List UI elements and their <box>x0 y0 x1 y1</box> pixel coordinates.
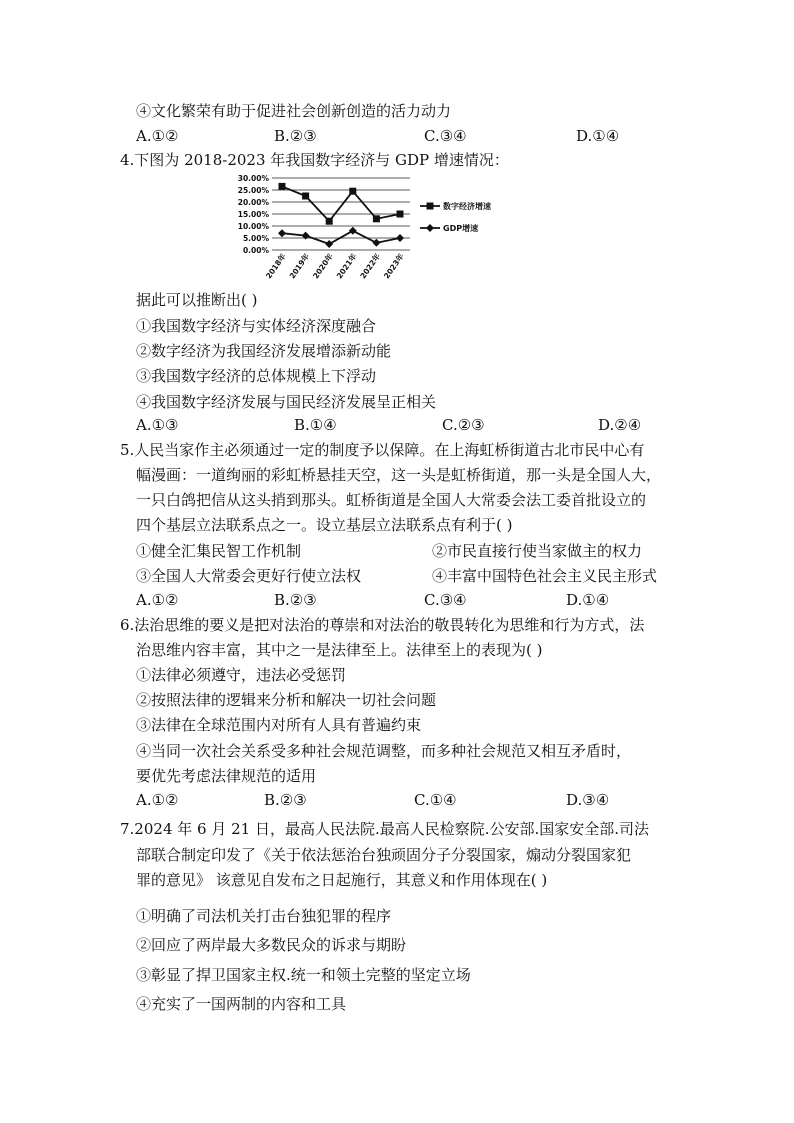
q5-choice-c[interactable]: C.③④ <box>424 591 467 609</box>
q5-choice-a[interactable]: A.①② <box>136 591 179 609</box>
q4-choice-c[interactable]: C.②③ <box>442 416 485 434</box>
q5-line-2: 幅漫画：一道绚丽的彩虹桥悬挂天空，这一头是虹桥街道，那一头是全国人大， <box>136 466 662 484</box>
q7-item-1: ①明确了司法机关打击台独犯罪的程序 <box>136 907 392 925</box>
q5-choice-b[interactable]: B.②③ <box>274 591 317 609</box>
chart-point-square <box>349 188 356 195</box>
chart-point-diamond <box>278 229 286 237</box>
q5-line-1: 5.人民当家作主必须通过一定的制度予以保障。在上海虹桥街道古北市民中心有 <box>120 441 645 459</box>
chart-x-tick-label: 2019年 <box>287 251 312 281</box>
q5-choice-d[interactable]: D.①④ <box>566 591 610 609</box>
q5-choices <box>136 590 696 610</box>
q6-item-2: ②按照法律的逻辑来分析和解决一切社会问题 <box>136 691 437 709</box>
legend-label: GDP增速 <box>443 224 479 233</box>
q4-stem: 据此可以推断出( ) <box>136 291 258 309</box>
chart-point-diamond <box>396 234 404 242</box>
q5-item-2: ②市民直接行使当家做主的权力 <box>432 542 643 560</box>
q4-choice-a[interactable]: A.①③ <box>136 416 179 434</box>
q7-item-3: ③彰显了捍卫国家主权.统一和领土完整的坚定立场 <box>136 966 471 984</box>
q7-line-2: 部联合制定印发了《关于依法惩治台独顽固分子分裂国家，煽动分裂国家犯 <box>136 846 632 864</box>
q4-title: 4.下图为 2018-2023 年我国数字经济与 GDP 增速情况： <box>120 151 509 169</box>
chart-x-tick-label: 2018年 <box>263 251 288 281</box>
q3-choice-a[interactable]: A.①② <box>136 127 179 145</box>
chart-x-tick-label: 2022年 <box>358 251 383 281</box>
q5-item-3: ③全国人大常委会更好行使立法权 <box>136 567 362 585</box>
q4-item-4: ④我国数字经济发展与国民经济发展呈正相关 <box>136 393 437 411</box>
q4-item-1: ①我国数字经济与实体经济深度融合 <box>136 317 377 335</box>
q4-item-3: ③我国数字经济的总体规模上下浮动 <box>136 367 377 385</box>
q3-choice-b[interactable]: B.②③ <box>274 127 317 145</box>
q3-choice-c[interactable]: C.③④ <box>424 127 467 145</box>
q7-item-2: ②回应了两岸最大多数民众的诉求与期盼 <box>136 936 407 954</box>
q6-choice-b[interactable]: B.②③ <box>264 791 307 809</box>
chart-point-square <box>373 215 380 222</box>
chart-x-tick-label: 2023年 <box>381 251 406 281</box>
q5-line-3: 一只白鸽把信从这头捎到那头。虹桥街道是全国人大常委会法工委首批设立的 <box>136 491 647 509</box>
chart-x-tick-label: 2021年 <box>334 251 359 281</box>
q6-choice-c[interactable]: C.①④ <box>414 791 457 809</box>
q7-item-4: ④充实了一国两制的内容和工具 <box>136 995 347 1013</box>
chart-y-tick-label: 15.00% <box>237 210 269 219</box>
chart-point-diamond <box>349 227 357 235</box>
q6-item-4-continued: 要优先考虑法律规范的适用 <box>136 767 317 785</box>
q4-choices <box>136 415 696 435</box>
q3-choices <box>136 126 696 146</box>
chart-point-diamond <box>302 232 310 240</box>
chart-series-line-2 <box>282 231 400 244</box>
q5-line-4: 四个基层立法联系点之一。设立基层立法联系点有利于( ) <box>136 516 513 534</box>
chart-point-square <box>326 218 333 225</box>
chart-y-tick-label: 25.00% <box>237 186 269 195</box>
legend-label: 数字经济增速 <box>443 202 491 211</box>
legend-marker-diamond <box>426 224 434 232</box>
q3-choice-d[interactable]: D.①④ <box>576 127 620 145</box>
q6-choice-a[interactable]: A.①② <box>136 791 179 809</box>
chart-y-tick-label: 20.00% <box>237 198 269 207</box>
chart-point-diamond <box>372 239 380 247</box>
q7-line-1: 7.2024 年 6 月 21 日，最高人民法院.最高人民检察院.公安部.国家安全部.司法 <box>120 820 650 838</box>
q5-item-1: ①健全汇集民智工作机制 <box>136 542 302 560</box>
q7-line-3: 罪的意见》 该意见自发布之日起施行，其意义和作用体现在( ) <box>136 871 548 889</box>
chart-point-diamond <box>325 240 333 248</box>
chart-x-tick-label: 2020年 <box>311 251 335 281</box>
q6-choice-d[interactable]: D.③④ <box>566 791 610 809</box>
chart-y-tick-label: 30.00% <box>237 174 269 183</box>
q6-line-2: 治思维内容丰富，其中之一是法律至上。法律至上的表现为( ) <box>136 641 543 659</box>
q3-option-item-4: ④文化繁荣有助于促进社会创新创造的活力动力 <box>136 102 452 120</box>
q6-item-3: ③法律在全球范围内对所有人具有普遍约束 <box>136 716 422 734</box>
q4-item-2: ②数字经济为我国经济发展增添新动能 <box>136 342 392 360</box>
q4-choice-b[interactable]: B.①④ <box>294 416 337 434</box>
q6-item-1: ①法律必须遵守，违法必受惩罚 <box>136 666 347 684</box>
q6-item-4: ④当同一次社会关系受多种社会规范调整，而多种社会规范又相互矛盾时， <box>136 742 632 760</box>
chart-point-square <box>279 183 286 190</box>
chart-y-tick-label: 10.00% <box>237 222 269 231</box>
chart-point-square <box>302 193 309 200</box>
chart-y-tick-label: 5.00% <box>242 234 269 243</box>
chart-series-line-1 <box>282 186 400 221</box>
q4-line-chart <box>228 170 528 285</box>
q6-choices <box>136 790 696 810</box>
chart-y-tick-label: 0.00% <box>242 246 269 255</box>
q6-line-1: 6.法治思维的要义是把对法治的尊崇和对法治的敬畏转化为思维和行为方式，法 <box>120 616 645 634</box>
q4-choice-d[interactable]: D.②④ <box>598 416 642 434</box>
legend-marker-square <box>427 203 434 210</box>
q5-item-4: ④丰富中国特色社会主义民主形式 <box>432 567 658 585</box>
chart-point-square <box>397 211 404 218</box>
